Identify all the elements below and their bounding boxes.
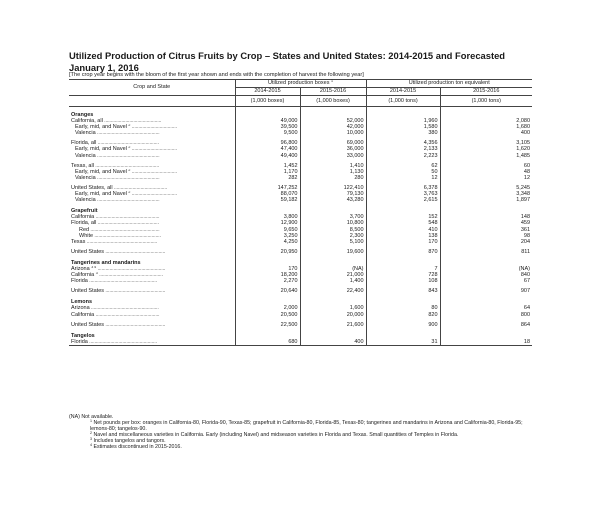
value-cell: 39,500 bbox=[235, 124, 300, 130]
value-cell: 9,500 bbox=[235, 130, 300, 136]
value-cell: 843 bbox=[366, 288, 440, 294]
row-label: Florida bbox=[71, 278, 88, 285]
section-row bbox=[69, 298, 532, 305]
value-cell: 864 bbox=[440, 322, 532, 328]
dot-leader: ................................................... bbox=[87, 278, 157, 285]
empty-cell bbox=[235, 207, 300, 214]
footnote-text: Navel and miscellaneous varieties in California. Early (including Navel) and midseason varieties in Florida and Texas. Small quantities of Temples in Florida. bbox=[93, 432, 459, 439]
header-year: 2014-2015 bbox=[235, 88, 300, 96]
value-cell: 1,960 bbox=[366, 118, 440, 124]
value-cell: 361 bbox=[440, 227, 532, 233]
value-cell: 50 bbox=[366, 169, 440, 175]
header-unit: (1,000 boxes) bbox=[235, 96, 300, 107]
value-cell: 9,650 bbox=[235, 227, 300, 233]
empty-cell bbox=[235, 332, 300, 339]
value-cell: 20,640 bbox=[235, 288, 300, 294]
value-cell: 59,182 bbox=[235, 197, 300, 203]
value-cell: 21,600 bbox=[300, 322, 366, 328]
table-title: Utilized Production of Citrus Fruits by Crop – States and United States: 2014-2015 and Forecasted January 1, 2016 bbox=[69, 50, 506, 73]
value-cell: 49,000 bbox=[235, 118, 300, 124]
footnote-mark: 1 bbox=[331, 79, 333, 84]
footnote-mark: 4 bbox=[90, 443, 92, 448]
dot-leader: ................................................ bbox=[94, 214, 160, 221]
value-cell: 1,620 bbox=[440, 146, 532, 152]
value-cell: 400 bbox=[440, 130, 532, 136]
empty-cell bbox=[300, 298, 366, 305]
row-label: Red bbox=[79, 226, 90, 233]
section-label: Tangelos bbox=[71, 332, 95, 339]
value-cell: (NA) bbox=[440, 266, 532, 272]
dot-leader: .................................. bbox=[130, 146, 177, 153]
empty-cell bbox=[300, 207, 366, 214]
row-label: Valencia bbox=[75, 152, 96, 159]
value-cell: 8,500 bbox=[300, 227, 366, 233]
footnote bbox=[69, 420, 532, 432]
row-label: California bbox=[71, 311, 95, 318]
value-cell: 5,100 bbox=[300, 239, 366, 245]
value-cell: 22,500 bbox=[235, 322, 300, 328]
value-cell: 170 bbox=[235, 266, 300, 272]
row-label: Florida bbox=[71, 338, 88, 345]
value-cell: 3,800 bbox=[235, 214, 300, 220]
footnote-mark: 2 bbox=[128, 146, 131, 150]
row-label: Valencia bbox=[75, 130, 96, 137]
empty-cell bbox=[440, 298, 532, 305]
empty-cell bbox=[300, 332, 366, 339]
dot-leader: ............................................. bbox=[104, 248, 166, 255]
value-cell: 7 bbox=[366, 266, 440, 272]
value-cell: 1,897 bbox=[440, 197, 532, 203]
dot-leader: .................................................. bbox=[93, 232, 161, 239]
value-cell: 1,600 bbox=[300, 305, 366, 311]
value-cell: 380 bbox=[366, 130, 440, 136]
dot-leader: ............................................... bbox=[95, 130, 160, 137]
value-cell: 18,200 bbox=[235, 272, 300, 278]
value-cell: 88,070 bbox=[235, 191, 300, 197]
dot-leader: ................................................ bbox=[94, 311, 160, 318]
citrus-production-table bbox=[69, 79, 532, 346]
section-label: Grapefruit bbox=[71, 208, 98, 215]
value-cell: 680 bbox=[235, 339, 300, 346]
value-cell: 47,400 bbox=[235, 146, 300, 152]
empty-cell bbox=[366, 259, 440, 266]
value-cell: 3,700 bbox=[300, 214, 366, 220]
value-cell: 2,300 bbox=[300, 233, 366, 239]
value-cell: 31 bbox=[366, 339, 440, 346]
section-row bbox=[69, 111, 532, 118]
value-cell: 820 bbox=[366, 312, 440, 318]
footnotes bbox=[69, 414, 532, 451]
value-cell: 69,000 bbox=[300, 140, 366, 146]
section-row bbox=[69, 259, 532, 266]
value-cell: 138 bbox=[366, 233, 440, 239]
value-cell: 728 bbox=[366, 272, 440, 278]
empty-cell bbox=[440, 259, 532, 266]
footnote-mark: 2 bbox=[90, 431, 92, 436]
value-cell: 3,763 bbox=[366, 191, 440, 197]
value-cell: 96,800 bbox=[235, 140, 300, 146]
header-unit: (1,000 tons) bbox=[440, 96, 532, 107]
value-cell: 204 bbox=[440, 239, 532, 245]
dot-leader: ................................................... bbox=[96, 265, 166, 272]
row-label: United States bbox=[71, 248, 105, 255]
row-label: White bbox=[79, 232, 94, 239]
row-label: Arizona bbox=[71, 265, 90, 272]
value-cell: 811 bbox=[440, 249, 532, 255]
dot-leader: ............................................... bbox=[95, 197, 160, 204]
table-header bbox=[69, 80, 532, 107]
value-cell: 870 bbox=[366, 249, 440, 255]
value-cell: 1,130 bbox=[300, 169, 366, 175]
value-cell: 12 bbox=[440, 175, 532, 181]
row-label: Texas, all bbox=[71, 162, 94, 169]
footnote-text: (NA) Not available. bbox=[69, 414, 114, 420]
value-cell: 1,410 bbox=[300, 163, 366, 169]
row-label: Florida, all bbox=[71, 140, 97, 147]
value-cell: 2,080 bbox=[440, 118, 532, 124]
value-cell: 42,000 bbox=[300, 124, 366, 130]
value-cell: (NA) bbox=[300, 266, 366, 272]
section-label: Tangerines and mandarins bbox=[71, 259, 141, 266]
dot-leader: ............................................... bbox=[95, 174, 160, 181]
row-label: California, all bbox=[71, 118, 103, 125]
dot-leader: .............................................. bbox=[96, 220, 159, 227]
value-cell: 67 bbox=[440, 278, 532, 284]
dot-leader: ........................................... bbox=[102, 118, 162, 125]
dot-leader: ................................................... bbox=[87, 338, 157, 345]
value-cell: 1,400 bbox=[300, 278, 366, 284]
empty-cell bbox=[366, 332, 440, 339]
row-label: California bbox=[71, 272, 95, 279]
value-cell: 20,500 bbox=[235, 312, 300, 318]
value-cell: 410 bbox=[366, 227, 440, 233]
value-cell: 98 bbox=[440, 233, 532, 239]
footnote-mark: 3 4 bbox=[91, 265, 97, 269]
value-cell: 4,356 bbox=[366, 140, 440, 146]
value-cell: 3,250 bbox=[235, 233, 300, 239]
header-unit-blank bbox=[69, 96, 235, 107]
value-cell: 840 bbox=[440, 272, 532, 278]
value-cell: 1,170 bbox=[235, 169, 300, 175]
row-label: Early, mid, and Navel bbox=[75, 191, 127, 198]
footnote-text: Estimates discontinued in 2015-2016. bbox=[93, 444, 182, 451]
empty-cell bbox=[366, 111, 440, 118]
header-crop-state: Crop and State bbox=[69, 80, 235, 96]
value-cell: 108 bbox=[366, 278, 440, 284]
value-cell: 2,270 bbox=[235, 278, 300, 284]
header-group-boxes bbox=[235, 80, 366, 88]
empty-cell bbox=[366, 207, 440, 214]
dot-leader: .................................. bbox=[130, 191, 177, 198]
value-cell: 12,900 bbox=[235, 220, 300, 226]
value-cell: 33,000 bbox=[300, 153, 366, 159]
row-label: Valencia bbox=[75, 174, 96, 181]
value-cell: 152 bbox=[366, 214, 440, 220]
value-cell: 2,133 bbox=[366, 146, 440, 152]
value-cell: 20,950 bbox=[235, 249, 300, 255]
value-cell: 21,000 bbox=[300, 272, 366, 278]
footnote-mark: 2 bbox=[128, 168, 131, 172]
value-cell: 64 bbox=[440, 305, 532, 311]
value-cell: 280 bbox=[300, 175, 366, 181]
value-cell: 12 bbox=[366, 175, 440, 181]
value-cell: 62 bbox=[366, 163, 440, 169]
header-group-boxes-label: Utilized production boxes bbox=[268, 80, 330, 87]
section-label: Lemons bbox=[71, 299, 93, 306]
value-cell: 79,130 bbox=[300, 191, 366, 197]
row-label: Early, mid, and Navel bbox=[75, 124, 127, 131]
value-cell: 10,000 bbox=[300, 130, 366, 136]
footnote-mark: 2 bbox=[128, 124, 131, 128]
value-cell: 10,800 bbox=[300, 220, 366, 226]
empty-cell bbox=[440, 332, 532, 339]
dot-leader: .................................. bbox=[130, 168, 177, 175]
dot-leader: ................................................... bbox=[89, 305, 159, 312]
footnote-mark: 1 bbox=[90, 419, 92, 424]
value-cell: 148 bbox=[440, 214, 532, 220]
dot-leader: ............................................. bbox=[104, 288, 166, 295]
value-cell: 1,452 bbox=[235, 163, 300, 169]
empty-cell bbox=[235, 298, 300, 305]
empty-cell bbox=[235, 259, 300, 266]
value-cell: 400 bbox=[300, 339, 366, 346]
value-cell: 800 bbox=[440, 312, 532, 318]
row-label: United States bbox=[71, 321, 105, 328]
header-unit: (1,000 tons) bbox=[366, 96, 440, 107]
value-cell: 20,000 bbox=[300, 312, 366, 318]
table-body bbox=[69, 107, 532, 346]
dot-leader: ............................................. bbox=[104, 321, 166, 328]
row-label: Early, mid, and Navel bbox=[75, 146, 127, 153]
value-cell: 122,410 bbox=[300, 185, 366, 191]
empty-cell bbox=[235, 111, 300, 118]
value-cell: 459 bbox=[440, 220, 532, 226]
row-label: United States, all bbox=[71, 184, 113, 191]
empty-cell bbox=[440, 207, 532, 214]
value-cell: 548 bbox=[366, 220, 440, 226]
dot-leader: .............................................. bbox=[96, 140, 159, 147]
dot-leader: ..................................................... bbox=[85, 238, 158, 245]
dot-leader: .................................................... bbox=[89, 226, 160, 233]
value-cell: 170 bbox=[366, 239, 440, 245]
value-cell: 60 bbox=[440, 163, 532, 169]
row-label: Florida, all bbox=[71, 220, 97, 227]
row-label-cell bbox=[69, 339, 235, 346]
value-cell: 36,000 bbox=[300, 146, 366, 152]
value-cell: 907 bbox=[440, 288, 532, 294]
table-subtitle: [The crop year begins with the bloom of the first year shown and ends with the completion of harvest the following year] bbox=[69, 72, 364, 78]
row-label: Early, mid, and Navel bbox=[75, 168, 127, 175]
footnote-text: Includes tangelos and tangors. bbox=[93, 438, 166, 445]
header-unit: (1,000 boxes) bbox=[300, 96, 366, 107]
section-label: Oranges bbox=[71, 112, 94, 118]
empty-cell bbox=[440, 111, 532, 118]
value-cell: 3,348 bbox=[440, 191, 532, 197]
row-label: Arizona bbox=[71, 305, 90, 312]
value-cell: 48 bbox=[440, 169, 532, 175]
footnote-mark: 3 bbox=[90, 437, 92, 442]
empty-cell bbox=[300, 111, 366, 118]
value-cell: 19,600 bbox=[300, 249, 366, 255]
value-cell: 4,250 bbox=[235, 239, 300, 245]
footnote-mark: 2 bbox=[128, 191, 131, 195]
header-year: 2015-2016 bbox=[440, 88, 532, 96]
dot-leader: ................................................ bbox=[93, 162, 160, 169]
header-group-tons: Utilized production ton equivalent bbox=[366, 80, 532, 88]
row-label: California bbox=[71, 214, 95, 221]
section-row bbox=[69, 207, 532, 214]
footnote bbox=[69, 444, 532, 450]
value-cell: 3,105 bbox=[440, 140, 532, 146]
dot-leader: ............................................... bbox=[95, 152, 160, 159]
value-cell: 43,280 bbox=[300, 197, 366, 203]
value-cell: 2,000 bbox=[235, 305, 300, 311]
value-cell: 900 bbox=[366, 322, 440, 328]
value-cell: 22,400 bbox=[300, 288, 366, 294]
row-label: Texas bbox=[71, 238, 86, 245]
header-year: 2015-2016 bbox=[300, 88, 366, 96]
value-cell: 5,245 bbox=[440, 185, 532, 191]
value-cell: 1,680 bbox=[440, 124, 532, 130]
footnote-text: Net pounds per box: oranges in California-80, Florida-90, Texas-85; grapefruit in California-80, Florida-85, Texas-80; tangerines and mandarins in Arizona and California-80, Florida-95; lemons-80; tangelos-90. bbox=[90, 420, 523, 433]
value-cell: 52,000 bbox=[300, 118, 366, 124]
dot-leader: .................................. bbox=[130, 124, 177, 131]
value-cell: 1,485 bbox=[440, 153, 532, 159]
value-cell: 2,615 bbox=[366, 197, 440, 203]
value-cell: 1,580 bbox=[366, 124, 440, 130]
empty-cell bbox=[366, 298, 440, 305]
row-label: Valencia bbox=[75, 197, 96, 204]
footnote-mark: 3 bbox=[95, 272, 98, 276]
value-cell: 282 bbox=[235, 175, 300, 181]
value-cell: 2,223 bbox=[366, 153, 440, 159]
value-cell: 80 bbox=[366, 305, 440, 311]
section-row bbox=[69, 332, 532, 339]
value-cell: 18 bbox=[440, 339, 532, 346]
table-row bbox=[69, 339, 532, 346]
value-cell: 49,400 bbox=[235, 153, 300, 159]
empty-cell bbox=[300, 259, 366, 266]
value-cell: 6,378 bbox=[366, 185, 440, 191]
header-year: 2014-2015 bbox=[366, 88, 440, 96]
dot-leader: ................................................ bbox=[97, 272, 163, 279]
row-label: United States bbox=[71, 288, 105, 295]
value-cell: 147,252 bbox=[235, 185, 300, 191]
dot-leader: ........................................ bbox=[112, 184, 168, 191]
